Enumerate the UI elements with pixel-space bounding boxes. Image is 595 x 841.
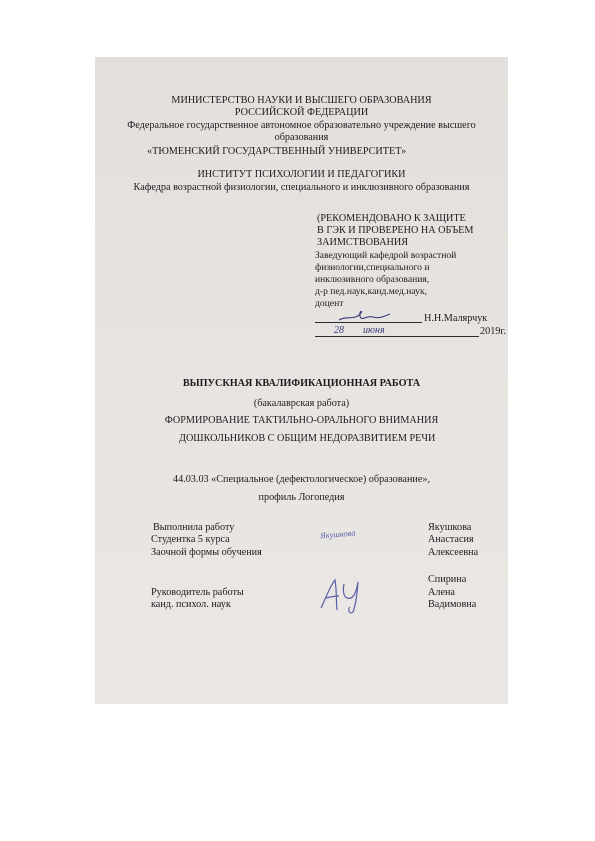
work-title-line-2: ДОШКОЛЬНИКОВ С ОБЩИМ НЕДОРАЗВИТИЕМ РЕЧИ	[179, 433, 436, 444]
head-rank-line: доцент	[315, 298, 344, 309]
head-position-line-3: инклюзивного образования,	[315, 274, 430, 285]
approval-line-3: ЗАИМСТВОВАНИЯ	[317, 237, 409, 248]
profile: профиль Логопедия	[258, 492, 345, 503]
head-signature	[337, 307, 392, 325]
author-label-3: Заочной формы обучения	[151, 547, 262, 558]
head-position-line-2: физиологии,специального и	[315, 262, 430, 273]
date-year: 2019г.	[480, 326, 506, 337]
author-label-1: Выполнила работу	[153, 522, 235, 533]
date-day: 28	[334, 325, 344, 336]
approval-line-1: (РЕКОМЕНДОВАНО К ЗАЩИТЕ	[317, 213, 466, 224]
head-degree-line: д-р пед.наук,канд.мед.наук,	[315, 286, 428, 297]
department-name: Кафедра возрастной физиологии, специального и инклюзивного образования	[133, 182, 470, 193]
author-name: Анастасия	[428, 534, 474, 545]
author-label-2: Студентка 5 курса	[151, 534, 230, 545]
specialty: 44.03.03 «Специальное (дефектологическое) образование»,	[172, 474, 431, 485]
work-type: ВЫПУСКНАЯ КВАЛИФИКАЦИОННАЯ РАБОТА	[182, 378, 421, 389]
supervisor-patronymic: Вадимовна	[428, 599, 477, 610]
work-subtype: (бакалаврская работа)	[253, 398, 350, 409]
supervisor-signature	[317, 574, 377, 616]
federation-line: РОССИЙСКОЙ ФЕДЕРАЦИИ	[234, 107, 369, 118]
work-title-line-1: ФОРМИРОВАНИЕ ТАКТИЛЬНО-ОРАЛЬНОГО ВНИМАНИЯ	[164, 415, 439, 426]
supervisor-label-1: Руководитель работы	[151, 587, 244, 598]
supervisor-name: Алена	[428, 587, 455, 598]
institute-name: ИНСТИТУТ ПСИХОЛОГИИ И ПЕДАГОГИКИ	[197, 169, 406, 180]
head-position-line-1: Заведующий кафедрой возрастной	[315, 250, 457, 261]
author-signature: Якушкова	[319, 527, 356, 541]
document-photo	[95, 57, 508, 704]
author-surname: Якушкова	[428, 522, 472, 533]
approval-line-2: В ГЭК И ПРОВЕРЕНО НА ОБЪЕМ	[317, 225, 474, 236]
university-name: «ТЮМЕНСКИЙ ГОСУДАРСТВЕННЫЙ УНИВЕРСИТЕТ»	[147, 146, 407, 157]
date-month: июня	[363, 325, 385, 336]
head-name: Н.Н.Малярчук	[424, 313, 488, 324]
ministry-line: МИНИСТЕРСТВО НАУКИ И ВЫСШЕГО ОБРАЗОВАНИЯ	[171, 95, 432, 106]
institution-line-1: Федеральное государственное автономное образовательно учреждение высшего	[127, 120, 476, 131]
institution-line-2: образования	[274, 132, 329, 143]
supervisor-label-2: канд. психол. наук	[151, 599, 231, 610]
author-patronymic: Алексеевна	[428, 547, 479, 558]
supervisor-surname: Спирина	[428, 574, 467, 585]
